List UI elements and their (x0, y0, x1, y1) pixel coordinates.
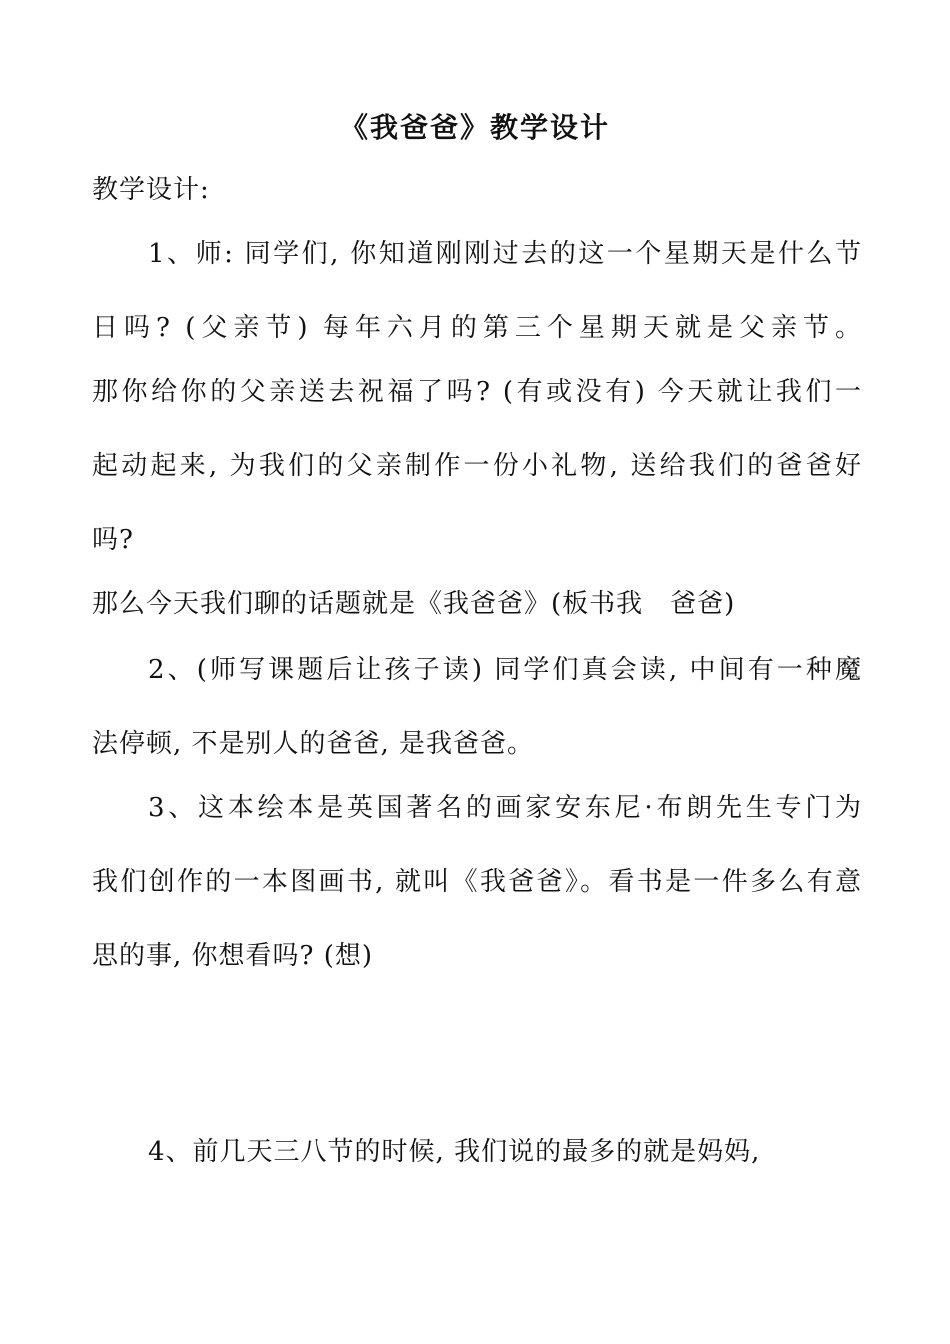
paragraph-line-3: 那你给你的父亲送去祝福了吗? (有或没有) 今天就让我们一 (92, 377, 862, 407)
paragraph-line-11: 思的事, 你想看吗? (想) (92, 941, 374, 971)
paragraph-line-12: 4、前几天三八节的时候, 我们说的最多的就是妈妈, (148, 1137, 761, 1167)
paragraph-line-4: 起动起来, 为我们的父亲制作一份小礼物, 送给我们的爸爸好 (92, 451, 862, 481)
paragraph-line-1: 1、师: 同学们, 你知道刚刚过去的这一个星期天是什么节 (148, 239, 862, 269)
section-heading: 教学设计: (92, 175, 210, 205)
paragraph-line-2: 日吗? (父亲节) 每年六月的第三个星期天就是父亲节。 (92, 313, 862, 343)
paragraph-line-10: 我们创作的一本图画书, 就叫《我爸爸》。看书是一件多么有意 (92, 867, 862, 897)
document-title: 《我爸爸》教学设计 (339, 111, 610, 144)
paragraph-line-6: 那么今天我们聊的话题就是《我爸爸》(板书我 爸爸) (92, 589, 736, 619)
paragraph-line-8: 法停顿, 不是别人的爸爸, 是我爸爸。 (92, 729, 535, 759)
paragraph-line-9: 3、这本绘本是英国著名的画家安东尼·布朗先生专门为 (148, 793, 862, 823)
paragraph-line-7: 2、(师写课题后让孩子读) 同学们真会读, 中间有一种魔 (148, 655, 862, 685)
paragraph-line-5: 吗? (92, 525, 134, 555)
